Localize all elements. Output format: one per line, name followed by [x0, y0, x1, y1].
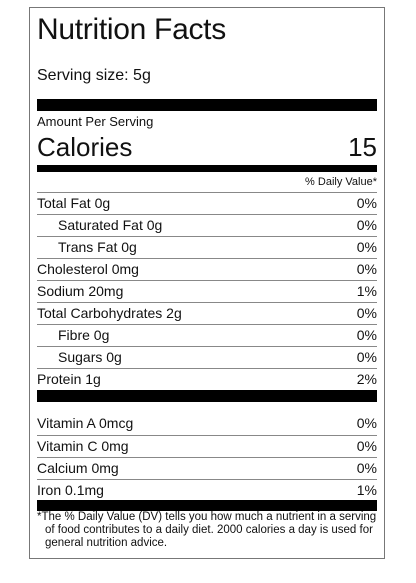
nutrient-dv: 0% — [356, 239, 377, 255]
vitamin-name: Vitamin A 0mcg — [37, 415, 134, 431]
vitamin-row — [37, 479, 377, 501]
nutrient-dv: 0% — [356, 195, 377, 211]
nutrient-name: Cholesterol 0mg — [37, 261, 139, 277]
vitamin-name: Vitamin C 0mg — [37, 438, 129, 454]
label-content — [37, 8, 377, 558]
vitamin-row — [37, 457, 377, 479]
nutrient-name: Total Carbohydrates 2g — [37, 305, 182, 321]
nutrient-row — [37, 214, 377, 236]
nutrient-name: Trans Fat 0g — [58, 239, 137, 255]
calories-value: 15 — [348, 132, 377, 162]
nutrition-facts-label — [29, 7, 385, 559]
vitamin-dv: 1% — [356, 482, 377, 498]
vitamin-dv: 0% — [356, 460, 377, 476]
nutrient-row — [37, 258, 377, 280]
amount-per-serving: Amount Per Serving — [37, 114, 154, 129]
nutrient-name: Saturated Fat 0g — [58, 217, 163, 233]
nutrient-row — [37, 368, 377, 390]
serving-size: Serving size: 5g — [37, 67, 151, 84]
nutrient-name: Sugars 0g — [58, 349, 122, 365]
nutrient-dv: 0% — [356, 261, 377, 277]
nutrient-row — [37, 192, 377, 214]
vitamin-name: Iron 0.1mg — [37, 482, 104, 498]
nutrient-name: Protein 1g — [37, 371, 101, 387]
vitamin-dv: 0% — [356, 438, 377, 454]
nutrient-row — [37, 302, 377, 324]
label-title: Nutrition Facts — [37, 13, 226, 46]
nutrient-name: Fibre 0g — [58, 327, 110, 343]
daily-value-footnote: *The % Daily Value (DV) tells you how much a nutrient in a serving of food contributes to a daily diet. 2000 calories a day is used for general nutrition advice. — [37, 511, 377, 549]
nutrient-row — [37, 280, 377, 302]
thick-divider-vitamins — [37, 390, 377, 402]
thick-divider-top — [37, 99, 377, 111]
nutrient-row — [37, 324, 377, 346]
nutrient-dv: 0% — [356, 349, 377, 365]
nutrient-dv: 2% — [356, 371, 377, 387]
nutrient-dv: 0% — [356, 217, 377, 233]
daily-value-header: % Daily Value* — [305, 176, 377, 188]
nutrient-dv: 0% — [356, 305, 377, 321]
nutrient-row — [37, 346, 377, 368]
vitamin-row — [37, 413, 377, 435]
nutrient-name: Sodium 20mg — [37, 283, 124, 299]
vitamin-dv: 0% — [356, 415, 377, 431]
nutrient-dv: 1% — [356, 283, 377, 299]
nutrient-name: Total Fat 0g — [37, 195, 111, 211]
calories-row — [37, 130, 377, 164]
calories-label: Calories — [37, 132, 133, 162]
nutrient-row — [37, 236, 377, 258]
thick-divider-calories — [37, 165, 377, 172]
thick-divider-bottom — [37, 500, 377, 511]
nutrient-dv: 0% — [356, 327, 377, 343]
vitamin-name: Calcium 0mg — [37, 460, 119, 476]
vitamin-row — [37, 435, 377, 457]
